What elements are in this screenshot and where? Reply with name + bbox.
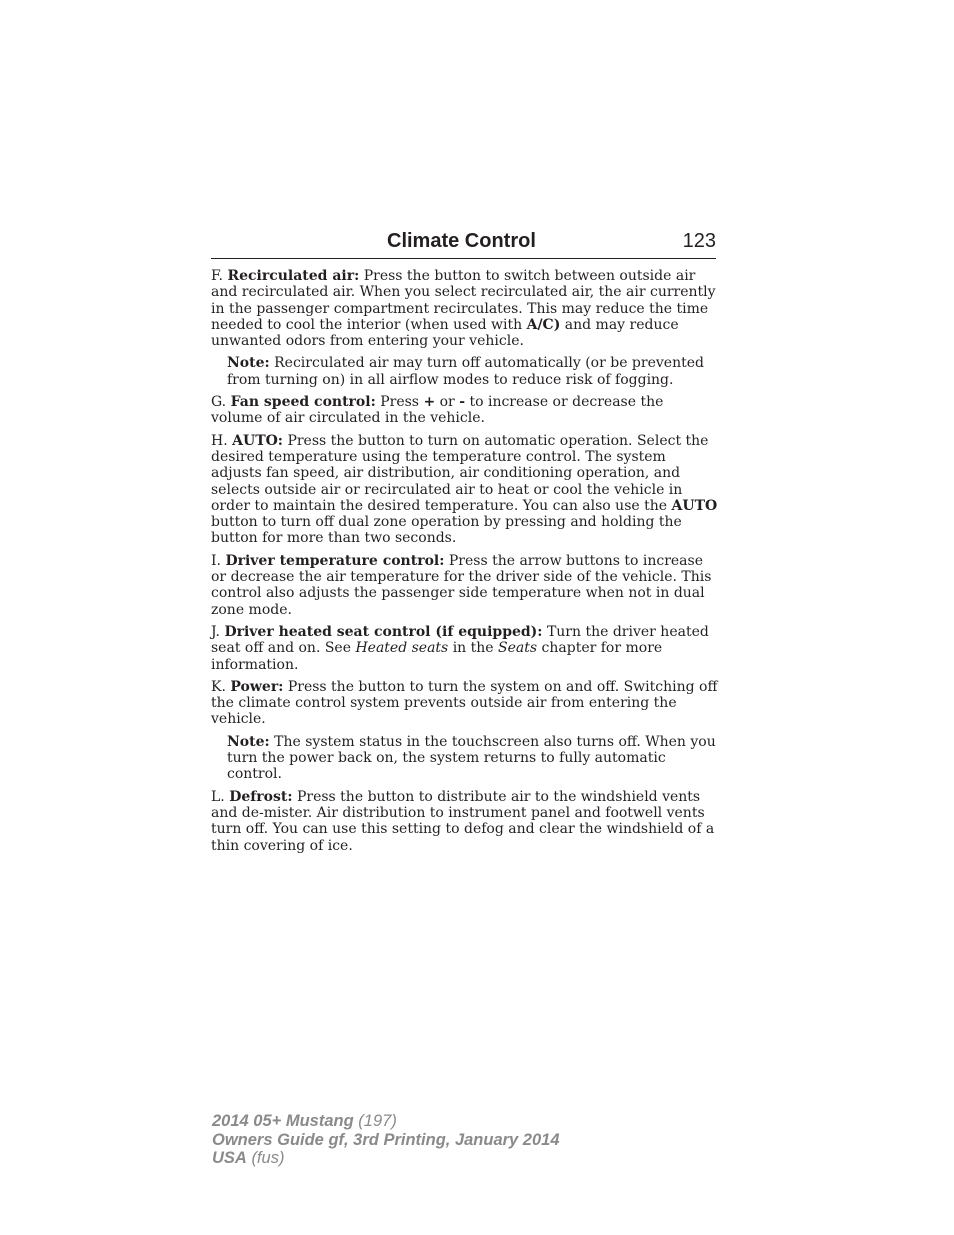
item-label: Driver temperature control: bbox=[225, 552, 445, 569]
item-text: or bbox=[439, 394, 455, 411]
page-body bbox=[211, 268, 719, 860]
note-power bbox=[227, 734, 719, 783]
item-i-driver-temperature-control bbox=[211, 553, 719, 618]
note-text: Recirculated air may turn off automatically (or be prevented from turning on) in all airflow modes to reduce risk of fogging. bbox=[227, 355, 704, 388]
item-label: AUTO: bbox=[232, 432, 283, 449]
item-text: and may reduce unwanted odors from entering your vehicle. bbox=[211, 316, 679, 350]
footer-model: 2014 05+ Mustang bbox=[212, 1112, 354, 1130]
item-letter: J. bbox=[211, 623, 220, 640]
note-label: Note: bbox=[227, 355, 270, 372]
section-title: Climate Control bbox=[387, 230, 536, 252]
note-recirculated-air bbox=[227, 355, 719, 388]
item-label: Power: bbox=[230, 678, 284, 695]
item-text: Turn the driver heated seat off and on. See bbox=[211, 623, 709, 657]
cross-reference-heated-seats: Heated seats bbox=[355, 640, 449, 657]
item-label: Driver heated seat control (if equipped): bbox=[224, 623, 543, 640]
item-letter: L. bbox=[211, 788, 225, 805]
item-g-fan-speed-control bbox=[211, 394, 719, 427]
item-f-recirculated-air bbox=[211, 268, 719, 349]
item-k-power bbox=[211, 679, 719, 728]
footer-guide: Owners Guide gf, 3rd Printing, January 2014 bbox=[212, 1130, 560, 1149]
item-text: in the bbox=[452, 640, 494, 657]
item-text: Press the button to turn the system on and off. Switching off the climate control system prevents outside air from entering the vehicle. bbox=[211, 678, 718, 728]
footer-market-code: (fus) bbox=[251, 1149, 285, 1167]
ac-label: A/C) bbox=[526, 316, 561, 333]
item-letter: H. bbox=[211, 432, 228, 449]
item-text: Press the button to distribute air to the windshield vents and de-mister. Air distribution to instrument panel and footwell vents turn off. You can use this setting to defog and clear the windshield of a thin covering of ice. bbox=[211, 788, 715, 854]
footer-market-line bbox=[212, 1149, 560, 1168]
footer-model-code: (197) bbox=[358, 1112, 397, 1130]
item-text: chapter for more information. bbox=[211, 640, 663, 673]
minus-symbol: - bbox=[459, 394, 466, 411]
item-letter: F. bbox=[211, 268, 223, 284]
item-letter: K. bbox=[211, 678, 226, 695]
item-text: button to turn off dual zone operation by pressing and holding the button for more than two seconds. bbox=[211, 514, 682, 547]
footer-guide-line bbox=[212, 1131, 560, 1150]
note-text: The system status in the touchscreen also turns off. When you turn the power back on, the system returns to fully automatic control. bbox=[227, 733, 716, 783]
footer-market: USA bbox=[212, 1149, 247, 1167]
item-text: Press bbox=[380, 394, 419, 411]
plus-symbol: + bbox=[423, 394, 436, 411]
item-text: Press the button to switch between outside air and recirculated air. When you select recirculated air, the air currently in the passenger compartment recirculates. This may reduce the time needed to cool the interior (when used with bbox=[211, 268, 716, 333]
page-header bbox=[211, 228, 716, 259]
item-label: Recirculated air: bbox=[227, 268, 360, 284]
item-text: Press the arrow buttons to increase or decrease the air temperature for the driver side of the vehicle. This control also adjusts the passenger side temperature when not in dual zone mode. bbox=[211, 552, 712, 618]
item-label: Fan speed control: bbox=[230, 394, 376, 411]
item-label: Defrost: bbox=[229, 788, 293, 805]
item-text: to increase or decrease the volume of air circulated in the vehicle. bbox=[211, 394, 664, 427]
item-letter: I. bbox=[211, 552, 221, 569]
footer-model-line bbox=[212, 1112, 560, 1131]
item-j-driver-heated-seat-control bbox=[211, 624, 719, 673]
auto-label: AUTO bbox=[671, 497, 718, 514]
item-h-auto bbox=[211, 433, 719, 547]
item-letter: G. bbox=[211, 394, 227, 411]
page-footer bbox=[212, 1112, 560, 1168]
item-text: Press the button to turn on automatic operation. Select the desired temperature using the temperature control. The system adjusts fan speed, air distribution, air conditioning operation, and selects outside air or recirculated air to heat or cool the vehicle in order to maintain the desired temperature. You can also use the bbox=[211, 432, 709, 514]
cross-reference-seats: Seats bbox=[498, 640, 538, 657]
item-l-defrost bbox=[211, 789, 719, 854]
note-label: Note: bbox=[227, 733, 270, 750]
page-number: 123 bbox=[682, 230, 716, 252]
